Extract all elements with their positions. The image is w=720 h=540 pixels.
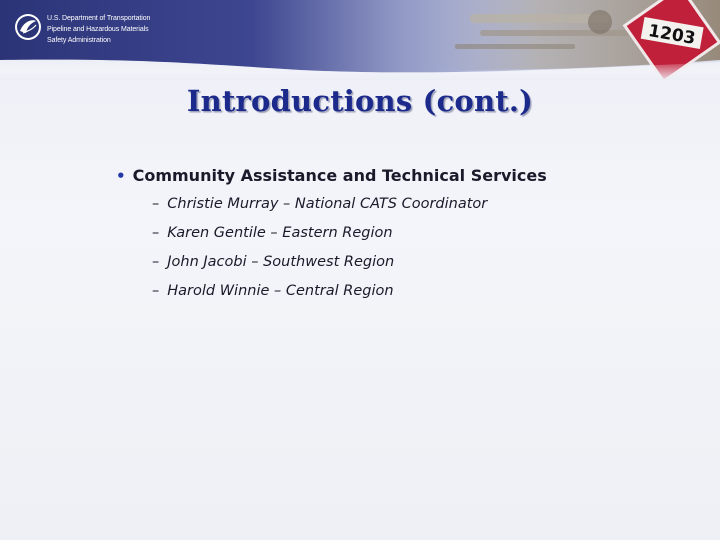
bullet-item — [116, 166, 547, 185]
sub-bullet-list — [152, 196, 487, 312]
list-item-text: John Jacobi – Southwest Region — [167, 254, 395, 270]
list-item — [152, 196, 487, 225]
dash-marker: – — [152, 225, 160, 241]
list-item-text: Karen Gentile – Eastern Region — [167, 225, 393, 241]
list-item-text: Harold Winnie – Central Region — [167, 283, 394, 299]
dash-marker: – — [152, 283, 160, 299]
dash-marker: – — [152, 196, 160, 212]
agency-line: Safety Administration — [47, 37, 111, 44]
agency-line: U.S. Department of Transportation — [47, 15, 151, 22]
list-item-text: Christie Murray – National CATS Coordinator — [167, 196, 488, 212]
placard-number-text: 1203 — [646, 21, 697, 49]
list-item — [152, 283, 487, 312]
list-item — [152, 225, 487, 254]
bullet-text: Community Assistance and Technical Services — [132, 166, 547, 185]
header-banner — [0, 0, 720, 80]
placard-number — [0, 0, 720, 80]
list-item — [152, 254, 487, 283]
dash-marker: – — [152, 254, 160, 270]
agency-line: Pipeline and Hazardous Materials — [47, 26, 149, 33]
bullet-marker: • — [116, 167, 126, 185]
page-title: Introductions (cont.) — [186, 84, 534, 118]
